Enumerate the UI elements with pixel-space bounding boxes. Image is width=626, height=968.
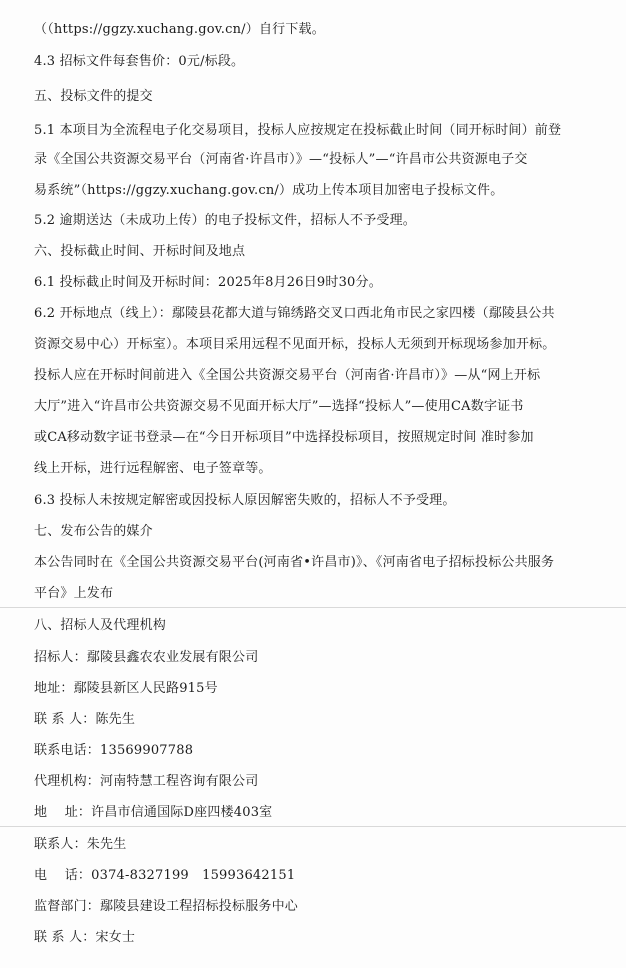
text-line: 招标人：鄢陵县鑫农农业发展有限公司 xyxy=(34,650,259,665)
text-line: 线上开标，进行远程解密、电子签章等。 xyxy=(34,461,272,476)
section-heading: 五、投标文件的提交 xyxy=(34,89,153,104)
text-line: 或CA移动数字证书登录—在“今日开标项目”中选择投标项目，按照规定时间 准时参加 xyxy=(34,430,534,445)
text-line: 6.2 开标地点（线上）：鄢陵县花都大道与锦绣路交叉口西北角市民之家四楼（鄢陵县公共 xyxy=(34,306,555,321)
text-line: 联系电话：13569907788 xyxy=(34,743,194,758)
text-line: 6.3 投标人未按规定解密或因投标人原因解密失败的，招标人不予受理。 xyxy=(34,493,456,508)
text-line: 大厅”进入“许昌市公共资源交易不见面开标大厅”—选择“投标人”—使用CA数字证书 xyxy=(34,399,524,414)
text-line: 地 址：许昌市信通国际D座四楼403室 xyxy=(34,805,273,820)
text-line: 易系统”（https://ggzy.xuchang.gov.cn/）成功上传本项目加密电子投标文件。 xyxy=(34,183,504,198)
text-line: 联 系 人：宋女士 xyxy=(34,930,136,945)
text-line: 联 系 人：陈先生 xyxy=(34,712,136,727)
text-line: （（https://ggzy.xuchang.gov.cn/）自行下载。 xyxy=(34,22,325,37)
text-line: 监督部门：鄢陵县建设工程招标投标服务中心 xyxy=(34,899,299,914)
text-line: 投标人应在开标时间前进入《全国公共资源交易平台（河南省·许昌市）》—从“网上开标 xyxy=(34,368,541,383)
text-line: 电 话：0374-8327199 15993642151 xyxy=(34,868,296,883)
section-heading: 六、投标截止时间、开标时间及地点 xyxy=(34,244,246,259)
text-line: 6.1 投标截止时间及开标时间：2025年8月26日9时30分。 xyxy=(34,275,382,290)
page-divider xyxy=(0,607,626,608)
text-line: 5.1 本项目为全流程电子化交易项目，投标人应按规定在投标截止时间（同开标时间）前登 xyxy=(34,123,562,138)
text-line: 5.2 逾期送达（未成功上传）的电子投标文件，招标人不予受理。 xyxy=(34,213,417,228)
section-heading: 七、发布公告的媒介 xyxy=(34,524,153,539)
text-line: 平台》上发布 xyxy=(34,586,114,601)
text-line: 代理机构：河南特慧工程咨询有限公司 xyxy=(34,774,259,789)
page-divider xyxy=(0,826,626,827)
text-line: 4.3 招标文件每套售价：0元/标段。 xyxy=(34,54,245,69)
text-line: 联系人：朱先生 xyxy=(34,837,127,852)
text-line: 录《全国公共资源交易平台（河南省·许昌市）》—“投标人”—“许昌市公共资源电子交 xyxy=(34,152,528,167)
text-line: 资源交易中心）开标室）。本项目采用远程不见面开标，投标人无须到开标现场参加开标。 xyxy=(34,337,556,352)
text-line: 地址：鄢陵县新区人民路915号 xyxy=(34,681,218,696)
section-heading: 八、招标人及代理机构 xyxy=(34,618,167,633)
text-line: 本公告同时在《全国公共资源交易平台(河南省•许昌市)》、《河南省电子招标投标公共服务 xyxy=(34,555,555,570)
